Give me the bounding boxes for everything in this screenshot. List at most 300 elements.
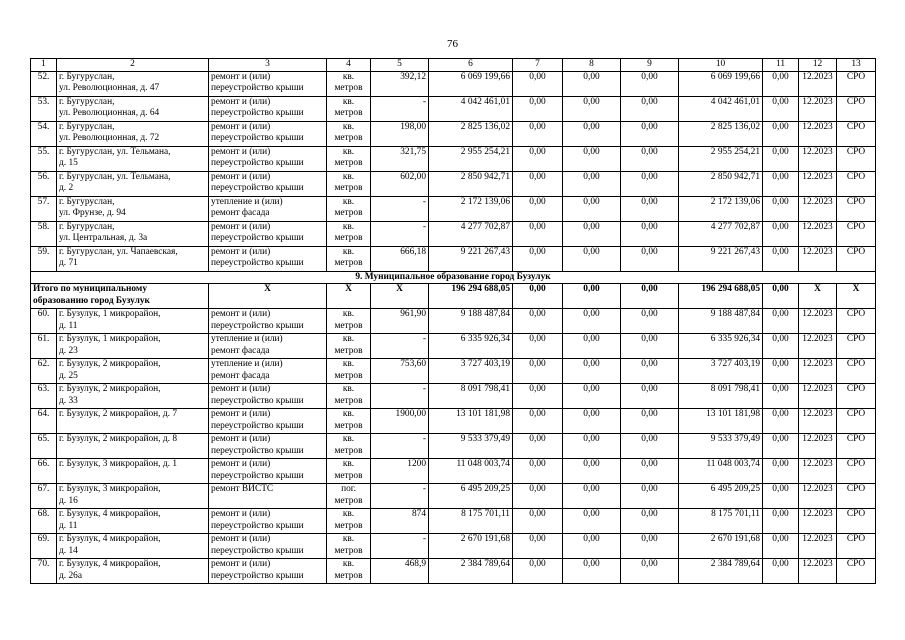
method-value: СРО	[837, 171, 876, 196]
fund-value-9: 0,00	[621, 359, 679, 384]
area-value: 666,18	[371, 246, 429, 271]
method-value: СРО	[837, 309, 876, 334]
fund-value-10: 2 955 254,21	[679, 146, 763, 171]
column-number-row	[31, 59, 876, 72]
unit-line-2: метров	[334, 520, 363, 531]
work-type-cell	[209, 359, 327, 384]
address-line-1: г. Бузулук, 4 микрорайон,	[59, 509, 161, 519]
work-type-line-1: ремонт и (или)	[211, 246, 271, 257]
completion-date: 12.2023	[799, 484, 837, 509]
work-type-cell	[209, 334, 327, 359]
address-line-1: г. Бузулук, 2 микрорайон, д. 8	[59, 434, 178, 444]
address-line-2: д. 25	[59, 370, 78, 381]
row-number: 64.	[31, 409, 57, 434]
address-line-2: ул. Революционная, д. 47	[59, 83, 160, 93]
fund-value-8: 0,00	[563, 359, 621, 384]
unit-line-2: метров	[334, 395, 363, 406]
address-line-1: г. Бугуруслан, ул. Тельмана,	[59, 146, 171, 157]
total-cost-value: 2 384 789,64	[429, 559, 513, 584]
fund-value-9: 0,00	[621, 171, 679, 196]
unit-line-1: пог.	[341, 484, 356, 494]
work-type-cell	[209, 534, 327, 559]
address-line-1: г. Бузулук, 4 микрорайон,	[59, 559, 161, 569]
fund-value-11: 0,00	[763, 509, 799, 534]
fund-value-11: 0,00	[763, 121, 799, 146]
row-number: 69.	[31, 534, 57, 559]
address-cell	[57, 96, 209, 121]
fund-value-11: 0,00	[763, 246, 799, 271]
fund-value-9: 0,00	[621, 71, 679, 96]
unit-line-2: метров	[334, 108, 363, 118]
work-type-cell	[209, 559, 327, 584]
unit-line-1: кв.	[342, 534, 355, 544]
unit-cell	[327, 96, 371, 121]
total-x: X	[327, 284, 371, 309]
total-value-10: 196 294 688,05	[679, 284, 763, 309]
fund-value-11: 0,00	[763, 434, 799, 459]
unit-line-2: метров	[334, 470, 363, 481]
area-value: -	[371, 196, 429, 221]
total-cost-value: 2 955 254,21	[429, 146, 513, 171]
address-line-2: д. 15	[59, 158, 78, 168]
unit-cell	[327, 309, 371, 334]
unit-line-1: кв.	[342, 434, 355, 444]
row-number: 59.	[31, 246, 57, 271]
area-value: 1200	[371, 459, 429, 484]
work-type-line-1: ремонт и (или)	[211, 309, 271, 319]
area-value: -	[371, 221, 429, 246]
column-number-cell: 6	[429, 59, 513, 72]
work-type-line-2: переустройство крыши	[211, 133, 304, 143]
fund-value-10: 2 825 136,02	[679, 121, 763, 146]
completion-date: 12.2023	[799, 459, 837, 484]
unit-line-2: метров	[334, 83, 363, 93]
area-value: 874	[371, 509, 429, 534]
column-number-cell: 2	[57, 59, 209, 72]
method-value: СРО	[837, 334, 876, 359]
address-cell	[57, 246, 209, 271]
fund-value-7: 0,00	[513, 534, 563, 559]
unit-cell	[327, 334, 371, 359]
fund-value-9: 0,00	[621, 509, 679, 534]
area-value: 321,75	[371, 146, 429, 171]
column-number-cell: 7	[513, 59, 563, 72]
unit-cell	[327, 71, 371, 96]
fund-value-8: 0,00	[563, 509, 621, 534]
fund-value-8: 0,00	[563, 384, 621, 409]
work-type-line-1: ремонт и (или)	[211, 71, 271, 82]
address-line-2: д. 71	[59, 258, 78, 268]
unit-line-1: кв.	[342, 309, 355, 319]
table-row	[31, 121, 876, 146]
fund-value-11: 0,00	[763, 384, 799, 409]
completion-date: 12.2023	[799, 121, 837, 146]
address-line-1: г. Бугуруслан,	[59, 221, 115, 232]
unit-line-1: кв.	[342, 559, 355, 569]
address-line-2: ул. Революционная, д. 64	[59, 108, 160, 118]
address-cell	[57, 509, 209, 534]
row-number: 56.	[31, 171, 57, 196]
address-line-1: г. Бугуруслан,	[59, 196, 115, 207]
fund-value-11: 0,00	[763, 484, 799, 509]
method-value: СРО	[837, 484, 876, 509]
work-type-line-1: ремонт ВИСТС	[211, 484, 274, 494]
work-type-line-1: ремонт и (или)	[211, 146, 271, 157]
fund-value-7: 0,00	[513, 434, 563, 459]
address-line-2: ул. Центральная, д. 3а	[59, 233, 148, 243]
unit-cell	[327, 484, 371, 509]
address-line-2: д. 11	[59, 520, 78, 531]
completion-date: 12.2023	[799, 359, 837, 384]
table-row	[31, 334, 876, 359]
work-type-cell	[209, 484, 327, 509]
unit-line-1: кв.	[342, 246, 355, 257]
completion-date: 12.2023	[799, 196, 837, 221]
method-value: СРО	[837, 246, 876, 271]
table-row	[31, 509, 876, 534]
row-number: 67.	[31, 484, 57, 509]
column-number-cell: 9	[621, 59, 679, 72]
fund-value-8: 0,00	[563, 334, 621, 359]
area-value: 392,12	[371, 71, 429, 96]
work-type-cell	[209, 459, 327, 484]
unit-line-1: кв.	[342, 71, 355, 82]
address-cell	[57, 409, 209, 434]
address-cell	[57, 196, 209, 221]
total-cost-value: 2 850 942,71	[429, 171, 513, 196]
fund-value-9: 0,00	[621, 484, 679, 509]
fund-value-11: 0,00	[763, 196, 799, 221]
address-line-1: г. Бузулук, 3 микрорайон, д. 1	[59, 459, 178, 469]
fund-value-8: 0,00	[563, 71, 621, 96]
unit-line-2: метров	[334, 208, 363, 218]
area-value: -	[371, 434, 429, 459]
unit-cell	[327, 171, 371, 196]
area-value: 753,60	[371, 359, 429, 384]
unit-line-2: метров	[334, 420, 363, 431]
work-type-cell	[209, 409, 327, 434]
work-type-line-1: ремонт и (или)	[211, 534, 271, 544]
work-type-cell	[209, 221, 327, 246]
table-row	[31, 96, 876, 121]
fund-value-8: 0,00	[563, 96, 621, 121]
completion-date: 12.2023	[799, 96, 837, 121]
work-type-line-1: ремонт и (или)	[211, 384, 271, 394]
total-x: X	[209, 284, 327, 309]
work-type-line-2: ремонт фасада	[211, 370, 270, 381]
row-number: 52.	[31, 71, 57, 96]
table-row	[31, 309, 876, 334]
table-row	[31, 409, 876, 434]
work-type-cell	[209, 121, 327, 146]
work-type-line-1: утепление и (или)	[211, 359, 283, 369]
area-value: 198,00	[371, 121, 429, 146]
fund-value-9: 0,00	[621, 309, 679, 334]
row-number: 61.	[31, 334, 57, 359]
completion-date: 12.2023	[799, 246, 837, 271]
method-value: СРО	[837, 96, 876, 121]
fund-value-7: 0,00	[513, 509, 563, 534]
unit-line-2: метров	[334, 233, 363, 243]
work-type-line-2: переустройство крыши	[211, 545, 304, 556]
address-line-2: д. 23	[59, 345, 78, 356]
fund-value-9: 0,00	[621, 559, 679, 584]
unit-cell	[327, 409, 371, 434]
address-cell	[57, 484, 209, 509]
total-value-11: 0,00	[763, 284, 799, 309]
method-value: СРО	[837, 121, 876, 146]
work-type-cell	[209, 96, 327, 121]
total-cost-value: 9 533 379,49	[429, 434, 513, 459]
fund-value-11: 0,00	[763, 534, 799, 559]
unit-cell	[327, 359, 371, 384]
column-number-cell: 1	[31, 59, 57, 72]
unit-line-2: метров	[334, 570, 363, 581]
address-line-1: г. Бузулук, 1 микрорайон,	[59, 334, 161, 344]
work-type-line-2: переустройство крыши	[211, 470, 304, 481]
fund-value-8: 0,00	[563, 309, 621, 334]
row-number: 63.	[31, 384, 57, 409]
completion-date: 12.2023	[799, 509, 837, 534]
address-line-2: д. 26а	[59, 570, 82, 581]
unit-line-2: метров	[334, 258, 363, 268]
address-cell	[57, 334, 209, 359]
fund-value-7: 0,00	[513, 359, 563, 384]
unit-cell	[327, 221, 371, 246]
work-type-line-2: переустройство крыши	[211, 158, 304, 168]
work-type-line-2: переустройство крыши	[211, 395, 304, 406]
total-cost-value: 196 294 688,05	[429, 284, 513, 309]
fund-value-9: 0,00	[621, 121, 679, 146]
total-cost-value: 4 042 461,01	[429, 96, 513, 121]
address-cell	[57, 221, 209, 246]
work-type-line-1: ремонт и (или)	[211, 96, 271, 107]
total-cost-value: 9 188 487,84	[429, 309, 513, 334]
fund-value-11: 0,00	[763, 309, 799, 334]
method-value: СРО	[837, 146, 876, 171]
unit-line-2: метров	[334, 495, 363, 506]
work-type-cell	[209, 509, 327, 534]
table-row	[31, 71, 876, 96]
completion-date: 12.2023	[799, 221, 837, 246]
unit-line-1: кв.	[342, 196, 355, 207]
fund-value-8: 0,00	[563, 146, 621, 171]
address-line-1: г. Бузулук, 2 микрорайон,	[59, 384, 161, 394]
table-row	[31, 171, 876, 196]
table-row	[31, 384, 876, 409]
table-row	[31, 221, 876, 246]
fund-value-7: 0,00	[513, 334, 563, 359]
fund-value-9: 0,00	[621, 459, 679, 484]
total-cost-value: 2 172 139,06	[429, 196, 513, 221]
area-value: -	[371, 384, 429, 409]
fund-value-7: 0,00	[513, 171, 563, 196]
fund-value-11: 0,00	[763, 71, 799, 96]
work-type-line-2: переустройство крыши	[211, 233, 304, 243]
fund-value-7: 0,00	[513, 246, 563, 271]
completion-date: 12.2023	[799, 334, 837, 359]
fund-value-10: 11 048 003,74	[679, 459, 763, 484]
area-value: 1900,00	[371, 409, 429, 434]
fund-value-8: 0,00	[563, 171, 621, 196]
address-line-2: д. 14	[59, 545, 78, 556]
unit-cell	[327, 146, 371, 171]
address-cell	[57, 384, 209, 409]
total-cost-value: 9 221 267,43	[429, 246, 513, 271]
work-type-line-1: утепление и (или)	[211, 196, 283, 207]
fund-value-9: 0,00	[621, 434, 679, 459]
fund-value-10: 2 670 191,68	[679, 534, 763, 559]
fund-value-10: 9 533 379,49	[679, 434, 763, 459]
fund-value-10: 8 175 701,11	[679, 509, 763, 534]
work-type-cell	[209, 434, 327, 459]
fund-value-11: 0,00	[763, 334, 799, 359]
method-value: СРО	[837, 221, 876, 246]
address-cell	[57, 559, 209, 584]
method-value: СРО	[837, 459, 876, 484]
work-type-line-1: утепление и (или)	[211, 334, 283, 344]
fund-value-7: 0,00	[513, 309, 563, 334]
total-cost-value: 11 048 003,74	[429, 459, 513, 484]
work-type-line-2: переустройство крыши	[211, 183, 304, 193]
fund-value-11: 0,00	[763, 96, 799, 121]
method-value: СРО	[837, 534, 876, 559]
address-line-2: д. 33	[59, 395, 78, 406]
fund-value-11: 0,00	[763, 559, 799, 584]
row-number: 65.	[31, 434, 57, 459]
method-value: СРО	[837, 196, 876, 221]
total-label-line-1: Итого по муниципальному	[33, 284, 148, 294]
row-number: 55.	[31, 146, 57, 171]
unit-line-1: кв.	[342, 334, 355, 344]
unit-line-1: кв.	[342, 221, 355, 232]
work-type-line-1: ремонт и (или)	[211, 409, 271, 419]
method-value: СРО	[837, 384, 876, 409]
work-type-line-2: переустройство крыши	[211, 445, 304, 456]
row-number: 60.	[31, 309, 57, 334]
section-title: 9. Муниципальное образование город Бузулук	[31, 271, 876, 284]
work-type-cell	[209, 246, 327, 271]
total-cost-value: 3 727 403,19	[429, 359, 513, 384]
total-cost-value: 6 335 926,34	[429, 334, 513, 359]
total-cost-value: 4 277 702,87	[429, 221, 513, 246]
area-value: -	[371, 484, 429, 509]
unit-line-2: метров	[334, 445, 363, 456]
table-row	[31, 146, 876, 171]
fund-value-10: 6 335 926,34	[679, 334, 763, 359]
total-cost-value: 6 069 199,66	[429, 71, 513, 96]
column-number-cell: 3	[209, 59, 327, 72]
work-type-line-1: ремонт и (или)	[211, 434, 271, 444]
unit-line-1: кв.	[342, 509, 355, 519]
fund-value-9: 0,00	[621, 384, 679, 409]
fund-value-11: 0,00	[763, 359, 799, 384]
fund-value-8: 0,00	[563, 484, 621, 509]
work-type-line-2: ремонт фасада	[211, 208, 270, 218]
method-value: СРО	[837, 509, 876, 534]
address-line-1: г. Бузулук, 2 микрорайон, д. 7	[59, 409, 178, 419]
unit-line-2: метров	[334, 183, 363, 193]
unit-cell	[327, 434, 371, 459]
work-type-line-1: ремонт и (или)	[211, 559, 271, 569]
fund-value-7: 0,00	[513, 484, 563, 509]
table-row	[31, 196, 876, 221]
fund-value-11: 0,00	[763, 459, 799, 484]
unit-line-2: метров	[334, 133, 363, 143]
unit-cell	[327, 246, 371, 271]
total-row	[31, 284, 876, 309]
unit-line-1: кв.	[342, 384, 355, 394]
fund-value-10: 9 188 487,84	[679, 309, 763, 334]
total-cost-value: 2 670 191,68	[429, 534, 513, 559]
fund-value-10: 9 221 267,43	[679, 246, 763, 271]
work-type-cell	[209, 71, 327, 96]
address-cell	[57, 359, 209, 384]
total-label-line-2: образованию город Бузулук	[33, 295, 150, 306]
address-cell	[57, 171, 209, 196]
work-type-line-2: переустройство крыши	[211, 520, 304, 531]
capital-repair-table	[30, 58, 876, 584]
table-body	[31, 59, 876, 584]
fund-value-10: 13 101 181,98	[679, 409, 763, 434]
unit-cell	[327, 534, 371, 559]
fund-value-11: 0,00	[763, 221, 799, 246]
unit-line-1: кв.	[342, 171, 355, 182]
fund-value-11: 0,00	[763, 171, 799, 196]
unit-cell	[327, 559, 371, 584]
fund-value-8: 0,00	[563, 121, 621, 146]
column-number-cell: 5	[371, 59, 429, 72]
address-line-1: г. Бугуруслан, ул. Тельмана,	[59, 171, 171, 182]
address-cell	[57, 146, 209, 171]
column-number-cell: 4	[327, 59, 371, 72]
column-number-cell: 8	[563, 59, 621, 72]
address-line-1: г. Бузулук, 4 микрорайон,	[59, 534, 161, 544]
area-value: 602,00	[371, 171, 429, 196]
column-number-cell: 12	[799, 59, 837, 72]
work-type-cell	[209, 196, 327, 221]
unit-line-2: метров	[334, 320, 363, 331]
fund-value-10: 4 277 702,87	[679, 221, 763, 246]
total-x: X	[371, 284, 429, 309]
fund-value-9: 0,00	[621, 221, 679, 246]
completion-date: 12.2023	[799, 71, 837, 96]
address-cell	[57, 71, 209, 96]
fund-value-7: 0,00	[513, 559, 563, 584]
work-type-line-2: переустройство крыши	[211, 108, 304, 118]
fund-value-7: 0,00	[513, 96, 563, 121]
table-row	[31, 534, 876, 559]
total-cost-value: 13 101 181,98	[429, 409, 513, 434]
page-number: 76	[447, 38, 458, 50]
total-label	[31, 284, 209, 309]
address-cell	[57, 459, 209, 484]
work-type-line-2: переустройство крыши	[211, 570, 304, 581]
method-value: СРО	[837, 434, 876, 459]
address-line-1: г. Бугуруслан,	[59, 121, 115, 132]
unit-line-1: кв.	[342, 459, 355, 469]
row-number: 70.	[31, 559, 57, 584]
total-cost-value: 2 825 136,02	[429, 121, 513, 146]
work-type-line-1: ремонт и (или)	[211, 121, 271, 132]
work-type-line-2: переустройство крыши	[211, 258, 304, 268]
total-cost-value: 8 091 798,41	[429, 384, 513, 409]
total-value-7: 0,00	[513, 284, 563, 309]
work-type-cell	[209, 146, 327, 171]
unit-cell	[327, 121, 371, 146]
address-cell	[57, 534, 209, 559]
unit-cell	[327, 459, 371, 484]
